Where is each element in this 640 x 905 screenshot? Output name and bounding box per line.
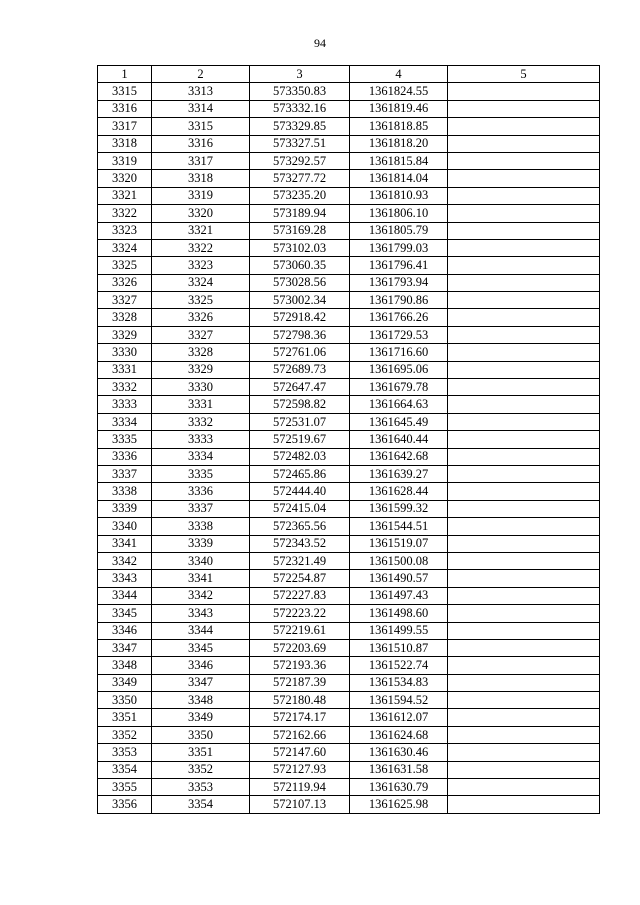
table-cell-col-1: 3325 xyxy=(98,257,152,274)
table-header-row xyxy=(98,66,600,83)
table-cell-col-1: 3315 xyxy=(98,83,152,100)
table-cell-col-2: 3327 xyxy=(152,326,250,343)
table-cell-col-3: 572174.17 xyxy=(250,709,350,726)
column-header-2: 2 xyxy=(152,66,250,83)
table-cell-col-3: 572127.93 xyxy=(250,761,350,778)
table-cell-col-2: 3344 xyxy=(152,622,250,639)
table-row xyxy=(98,726,600,743)
table-cell-col-4: 1361624.68 xyxy=(350,726,448,743)
table-cell-col-3: 573189.94 xyxy=(250,205,350,222)
table-cell-col-2: 3347 xyxy=(152,674,250,691)
table-row xyxy=(98,674,600,691)
table-cell-col-2: 3315 xyxy=(152,118,250,135)
table-cell-col-5 xyxy=(448,187,600,204)
table-cell-col-1: 3351 xyxy=(98,709,152,726)
table-row xyxy=(98,587,600,604)
table-cell-col-5 xyxy=(448,344,600,361)
table-cell-col-1: 3330 xyxy=(98,344,152,361)
table-row xyxy=(98,118,600,135)
table-cell-col-5 xyxy=(448,100,600,117)
table-cell-col-5 xyxy=(448,761,600,778)
table-cell-col-5 xyxy=(448,465,600,482)
table-cell-col-4: 1361499.55 xyxy=(350,622,448,639)
table-cell-col-2: 3328 xyxy=(152,344,250,361)
table-cell-col-4: 1361490.57 xyxy=(350,570,448,587)
table-cell-col-4: 1361799.03 xyxy=(350,239,448,256)
table-cell-col-1: 3350 xyxy=(98,692,152,709)
table-cell-col-4: 1361594.52 xyxy=(350,692,448,709)
table-row xyxy=(98,622,600,639)
table-cell-col-1: 3355 xyxy=(98,779,152,796)
table-cell-col-1: 3320 xyxy=(98,170,152,187)
table-cell-col-1: 3318 xyxy=(98,135,152,152)
table-cell-col-5 xyxy=(448,570,600,587)
table-cell-col-3: 572343.52 xyxy=(250,535,350,552)
table-row xyxy=(98,605,600,622)
table-row xyxy=(98,465,600,482)
table-cell-col-1: 3347 xyxy=(98,639,152,656)
table-cell-col-3: 572147.60 xyxy=(250,744,350,761)
table-cell-col-2: 3316 xyxy=(152,135,250,152)
table-cell-col-1: 3328 xyxy=(98,309,152,326)
table-cell-col-1: 3335 xyxy=(98,431,152,448)
table-cell-col-4: 1361818.85 xyxy=(350,118,448,135)
table-row xyxy=(98,222,600,239)
table-cell-col-1: 3333 xyxy=(98,396,152,413)
table-cell-col-5 xyxy=(448,257,600,274)
table-cell-col-4: 1361640.44 xyxy=(350,431,448,448)
table-cell-col-2: 3332 xyxy=(152,413,250,430)
table-cell-col-1: 3336 xyxy=(98,448,152,465)
table-cell-col-3: 573332.16 xyxy=(250,100,350,117)
table-cell-col-5 xyxy=(448,744,600,761)
table-cell-col-5 xyxy=(448,326,600,343)
table-row xyxy=(98,396,600,413)
table-cell-col-3: 573102.03 xyxy=(250,239,350,256)
table-cell-col-5 xyxy=(448,552,600,569)
table-cell-col-3: 572187.39 xyxy=(250,674,350,691)
table-cell-col-2: 3329 xyxy=(152,361,250,378)
table-row xyxy=(98,796,600,813)
table-cell-col-3: 572219.61 xyxy=(250,622,350,639)
table-cell-col-5 xyxy=(448,413,600,430)
table-cell-col-4: 1361497.43 xyxy=(350,587,448,604)
table-cell-col-3: 573292.57 xyxy=(250,152,350,169)
table-cell-col-3: 572254.87 xyxy=(250,570,350,587)
table-cell-col-1: 3345 xyxy=(98,605,152,622)
table-cell-col-2: 3346 xyxy=(152,657,250,674)
table-cell-col-4: 1361806.10 xyxy=(350,205,448,222)
table-row xyxy=(98,239,600,256)
table-cell-col-1: 3322 xyxy=(98,205,152,222)
table-row xyxy=(98,500,600,517)
table-cell-col-5 xyxy=(448,152,600,169)
table-cell-col-5 xyxy=(448,518,600,535)
table-cell-col-1: 3316 xyxy=(98,100,152,117)
table-cell-col-4: 1361599.32 xyxy=(350,500,448,517)
table-row xyxy=(98,744,600,761)
table-cell-col-1: 3356 xyxy=(98,796,152,813)
table-cell-col-5 xyxy=(448,657,600,674)
table-cell-col-5 xyxy=(448,396,600,413)
table-cell-col-3: 572180.48 xyxy=(250,692,350,709)
table-cell-col-3: 573350.83 xyxy=(250,83,350,100)
table-cell-col-4: 1361815.84 xyxy=(350,152,448,169)
table-cell-col-5 xyxy=(448,170,600,187)
table-cell-col-3: 572321.49 xyxy=(250,552,350,569)
table-cell-col-4: 1361790.86 xyxy=(350,292,448,309)
table-cell-col-1: 3353 xyxy=(98,744,152,761)
table-cell-col-2: 3349 xyxy=(152,709,250,726)
table-cell-col-5 xyxy=(448,448,600,465)
table-cell-col-2: 3335 xyxy=(152,465,250,482)
table-cell-col-5 xyxy=(448,726,600,743)
table-cell-col-4: 1361642.68 xyxy=(350,448,448,465)
table-cell-col-2: 3331 xyxy=(152,396,250,413)
table-row xyxy=(98,779,600,796)
table-cell-col-3: 573235.20 xyxy=(250,187,350,204)
table-cell-col-2: 3322 xyxy=(152,239,250,256)
table-row xyxy=(98,709,600,726)
table-cell-col-4: 1361498.60 xyxy=(350,605,448,622)
table-cell-col-1: 3343 xyxy=(98,570,152,587)
table-cell-col-5 xyxy=(448,796,600,813)
table-row xyxy=(98,639,600,656)
table-cell-col-2: 3333 xyxy=(152,431,250,448)
table-cell-col-1: 3346 xyxy=(98,622,152,639)
table-cell-col-5 xyxy=(448,292,600,309)
table-cell-col-3: 572482.03 xyxy=(250,448,350,465)
table-cell-col-5 xyxy=(448,274,600,291)
table-cell-col-2: 3323 xyxy=(152,257,250,274)
table-cell-col-4: 1361818.20 xyxy=(350,135,448,152)
table-row xyxy=(98,292,600,309)
table-cell-col-3: 572227.83 xyxy=(250,587,350,604)
table-cell-col-2: 3348 xyxy=(152,692,250,709)
table-cell-col-2: 3338 xyxy=(152,518,250,535)
table-cell-col-1: 3339 xyxy=(98,500,152,517)
table-row xyxy=(98,205,600,222)
table-row xyxy=(98,326,600,343)
table-cell-col-3: 573277.72 xyxy=(250,170,350,187)
page-number: 94 xyxy=(314,36,326,50)
table-cell-col-5 xyxy=(448,674,600,691)
table-row xyxy=(98,518,600,535)
table-cell-col-5 xyxy=(448,361,600,378)
table-cell-col-1: 3323 xyxy=(98,222,152,239)
table-cell-col-2: 3330 xyxy=(152,379,250,396)
column-header-5: 5 xyxy=(448,66,600,83)
table-row xyxy=(98,657,600,674)
table-cell-col-2: 3341 xyxy=(152,570,250,587)
table-cell-col-2: 3340 xyxy=(152,552,250,569)
table-cell-col-2: 3352 xyxy=(152,761,250,778)
table-body xyxy=(98,83,600,813)
table-cell-col-2: 3354 xyxy=(152,796,250,813)
table-cell-col-5 xyxy=(448,431,600,448)
table-cell-col-4: 1361500.08 xyxy=(350,552,448,569)
table-cell-col-5 xyxy=(448,622,600,639)
table-cell-col-1: 3319 xyxy=(98,152,152,169)
table-cell-col-2: 3350 xyxy=(152,726,250,743)
table-cell-col-3: 572519.67 xyxy=(250,431,350,448)
table-cell-col-4: 1361534.83 xyxy=(350,674,448,691)
table-cell-col-3: 572365.56 xyxy=(250,518,350,535)
table-cell-col-3: 572107.13 xyxy=(250,796,350,813)
table-cell-col-1: 3337 xyxy=(98,465,152,482)
table-row xyxy=(98,187,600,204)
table-cell-col-3: 572531.07 xyxy=(250,413,350,430)
table-cell-col-2: 3318 xyxy=(152,170,250,187)
table-cell-col-3: 573327.51 xyxy=(250,135,350,152)
table-cell-col-1: 3321 xyxy=(98,187,152,204)
table-cell-col-1: 3341 xyxy=(98,535,152,552)
table-cell-col-1: 3349 xyxy=(98,674,152,691)
column-header-4: 4 xyxy=(350,66,448,83)
table-row xyxy=(98,448,600,465)
table-cell-col-4: 1361664.63 xyxy=(350,396,448,413)
table-cell-col-3: 572415.04 xyxy=(250,500,350,517)
table-cell-col-4: 1361612.07 xyxy=(350,709,448,726)
table-cell-col-4: 1361810.93 xyxy=(350,187,448,204)
table-cell-col-3: 573028.56 xyxy=(250,274,350,291)
table-cell-col-1: 3344 xyxy=(98,587,152,604)
table-cell-col-4: 1361805.79 xyxy=(350,222,448,239)
table-cell-col-4: 1361716.60 xyxy=(350,344,448,361)
table-cell-col-5 xyxy=(448,692,600,709)
table-cell-col-4: 1361796.41 xyxy=(350,257,448,274)
table-row xyxy=(98,135,600,152)
table-cell-col-3: 572689.73 xyxy=(250,361,350,378)
table-cell-col-5 xyxy=(448,605,600,622)
table-cell-col-4: 1361645.49 xyxy=(350,413,448,430)
table-cell-col-4: 1361766.26 xyxy=(350,309,448,326)
table-cell-col-5 xyxy=(448,500,600,517)
table-row xyxy=(98,570,600,587)
table-cell-col-5 xyxy=(448,639,600,656)
table-row xyxy=(98,379,600,396)
table-cell-col-2: 3339 xyxy=(152,535,250,552)
table-cell-col-5 xyxy=(448,205,600,222)
table-cell-col-2: 3325 xyxy=(152,292,250,309)
table-cell-col-5 xyxy=(448,83,600,100)
table-cell-col-2: 3313 xyxy=(152,83,250,100)
table-cell-col-1: 3332 xyxy=(98,379,152,396)
table-cell-col-1: 3334 xyxy=(98,413,152,430)
table-row xyxy=(98,692,600,709)
table-cell-col-1: 3342 xyxy=(98,552,152,569)
table-cell-col-4: 1361628.44 xyxy=(350,483,448,500)
table-cell-col-2: 3319 xyxy=(152,187,250,204)
table-cell-col-5 xyxy=(448,587,600,604)
table-cell-col-2: 3337 xyxy=(152,500,250,517)
table-cell-col-4: 1361522.74 xyxy=(350,657,448,674)
table-row xyxy=(98,100,600,117)
table-cell-col-2: 3351 xyxy=(152,744,250,761)
table-cell-col-4: 1361630.79 xyxy=(350,779,448,796)
table-cell-col-4: 1361824.55 xyxy=(350,83,448,100)
table-cell-col-2: 3320 xyxy=(152,205,250,222)
table-cell-col-3: 572119.94 xyxy=(250,779,350,796)
table-cell-col-2: 3324 xyxy=(152,274,250,291)
table-cell-col-5 xyxy=(448,483,600,500)
table-cell-col-4: 1361793.94 xyxy=(350,274,448,291)
table-cell-col-3: 572223.22 xyxy=(250,605,350,622)
table-cell-col-5 xyxy=(448,779,600,796)
table-cell-col-1: 3352 xyxy=(98,726,152,743)
table-row xyxy=(98,274,600,291)
column-header-3: 3 xyxy=(250,66,350,83)
table-cell-col-4: 1361510.87 xyxy=(350,639,448,656)
table-cell-col-2: 3345 xyxy=(152,639,250,656)
table-cell-col-3: 572193.36 xyxy=(250,657,350,674)
table-row xyxy=(98,361,600,378)
table-row xyxy=(98,152,600,169)
table-cell-col-3: 572465.86 xyxy=(250,465,350,482)
table-cell-col-5 xyxy=(448,118,600,135)
table-cell-col-4: 1361729.53 xyxy=(350,326,448,343)
table-cell-col-1: 3327 xyxy=(98,292,152,309)
table-cell-col-1: 3348 xyxy=(98,657,152,674)
table-cell-col-3: 572798.36 xyxy=(250,326,350,343)
table-cell-col-5 xyxy=(448,239,600,256)
table-cell-col-1: 3340 xyxy=(98,518,152,535)
table-cell-col-1: 3338 xyxy=(98,483,152,500)
table-cell-col-3: 572598.82 xyxy=(250,396,350,413)
table-row xyxy=(98,309,600,326)
table-cell-col-5 xyxy=(448,309,600,326)
table-cell-col-1: 3317 xyxy=(98,118,152,135)
table-cell-col-3: 573002.34 xyxy=(250,292,350,309)
table-row xyxy=(98,413,600,430)
table-cell-col-4: 1361630.46 xyxy=(350,744,448,761)
table-cell-col-3: 572918.42 xyxy=(250,309,350,326)
table-cell-col-4: 1361819.46 xyxy=(350,100,448,117)
table-cell-col-1: 3324 xyxy=(98,239,152,256)
table-cell-col-5 xyxy=(448,535,600,552)
table-row xyxy=(98,535,600,552)
table-cell-col-1: 3331 xyxy=(98,361,152,378)
table-cell-col-4: 1361519.07 xyxy=(350,535,448,552)
column-header-1: 1 xyxy=(98,66,152,83)
table-cell-col-2: 3317 xyxy=(152,152,250,169)
table-cell-col-4: 1361695.06 xyxy=(350,361,448,378)
table-cell-col-4: 1361814.04 xyxy=(350,170,448,187)
table-cell-col-3: 572162.66 xyxy=(250,726,350,743)
table-cell-col-1: 3329 xyxy=(98,326,152,343)
table-cell-col-3: 572761.06 xyxy=(250,344,350,361)
table-cell-col-5 xyxy=(448,379,600,396)
table-cell-col-3: 572203.69 xyxy=(250,639,350,656)
coordinates-table xyxy=(97,65,600,814)
table-row xyxy=(98,761,600,778)
table-cell-col-2: 3314 xyxy=(152,100,250,117)
table-row xyxy=(98,344,600,361)
table-row xyxy=(98,170,600,187)
table-cell-col-1: 3354 xyxy=(98,761,152,778)
table-cell-col-2: 3334 xyxy=(152,448,250,465)
table-cell-col-4: 1361679.78 xyxy=(350,379,448,396)
table-cell-col-1: 3326 xyxy=(98,274,152,291)
table-row xyxy=(98,431,600,448)
table-cell-col-5 xyxy=(448,709,600,726)
table-row xyxy=(98,483,600,500)
table-cell-col-3: 572647.47 xyxy=(250,379,350,396)
table-cell-col-3: 573329.85 xyxy=(250,118,350,135)
table-cell-col-2: 3342 xyxy=(152,587,250,604)
table-cell-col-4: 1361639.27 xyxy=(350,465,448,482)
table-row xyxy=(98,257,600,274)
table-cell-col-2: 3321 xyxy=(152,222,250,239)
table-row xyxy=(98,552,600,569)
table-row xyxy=(98,83,600,100)
table-cell-col-5 xyxy=(448,222,600,239)
table-cell-col-2: 3336 xyxy=(152,483,250,500)
table-cell-col-4: 1361625.98 xyxy=(350,796,448,813)
table-cell-col-3: 573169.28 xyxy=(250,222,350,239)
table-cell-col-2: 3326 xyxy=(152,309,250,326)
table-cell-col-2: 3353 xyxy=(152,779,250,796)
table-cell-col-4: 1361631.58 xyxy=(350,761,448,778)
table-cell-col-4: 1361544.51 xyxy=(350,518,448,535)
table-cell-col-3: 573060.35 xyxy=(250,257,350,274)
table-cell-col-2: 3343 xyxy=(152,605,250,622)
table-cell-col-3: 572444.40 xyxy=(250,483,350,500)
table-cell-col-5 xyxy=(448,135,600,152)
